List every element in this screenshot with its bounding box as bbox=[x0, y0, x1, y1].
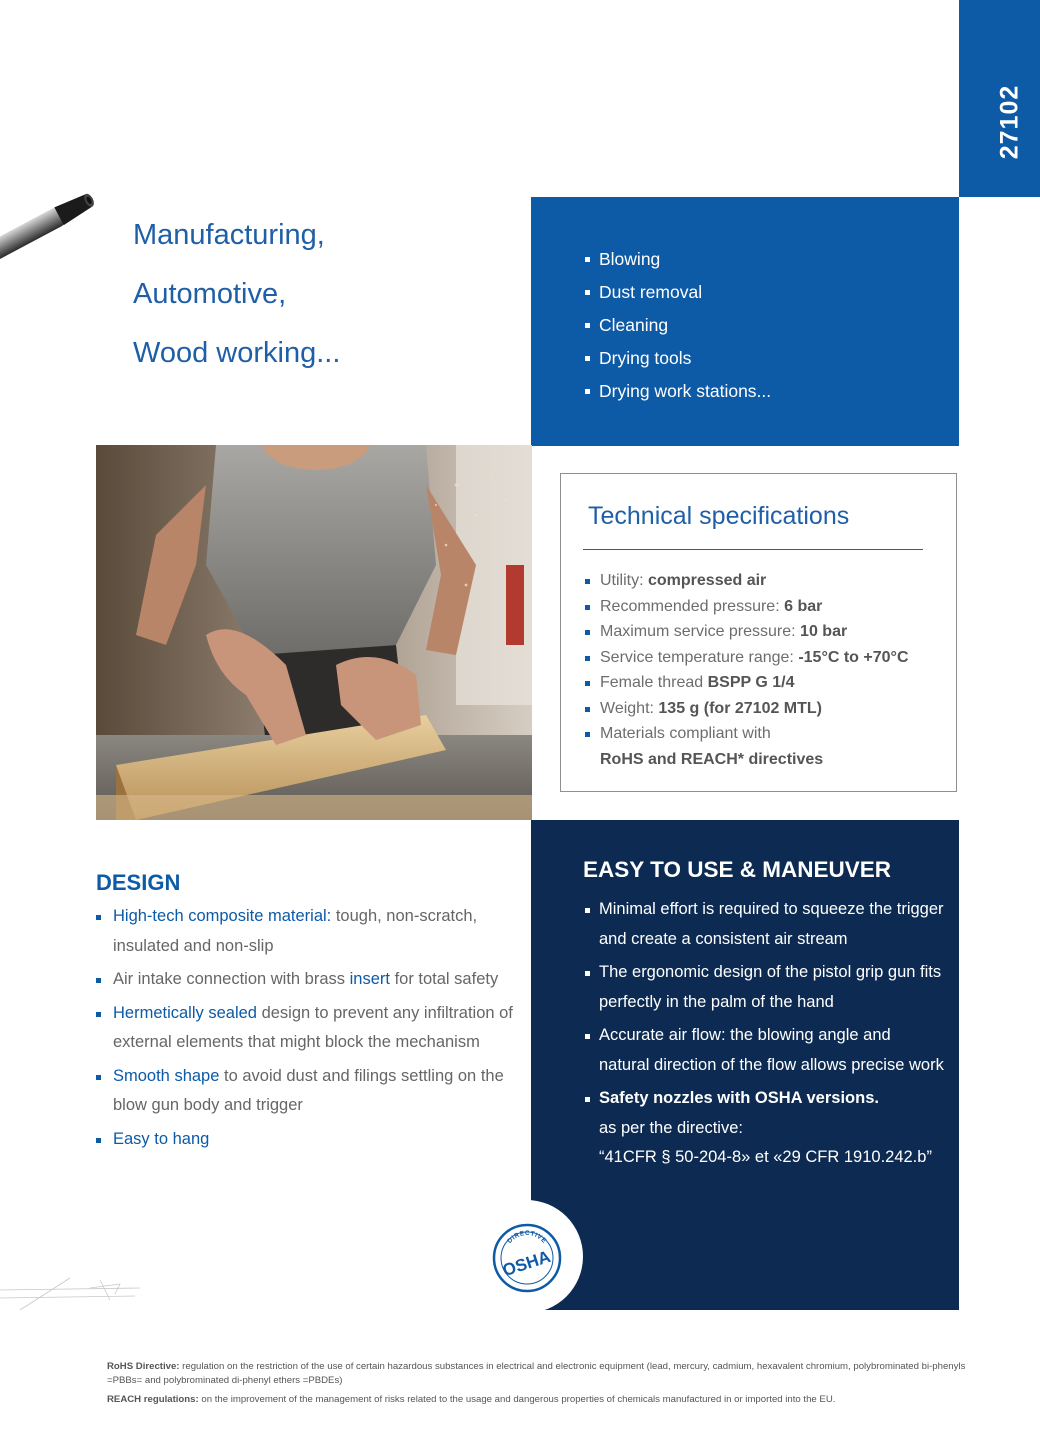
easy-item: Accurate air flow: the blowing angle and natural direction of the flow allows precise work bbox=[585, 1021, 945, 1080]
woodworking-photo bbox=[96, 445, 532, 820]
osha-reference: “41CFR § 50-204-8» et «29 CFR 1910.242.b” bbox=[599, 1148, 932, 1166]
use-item: Blowing bbox=[585, 243, 771, 276]
easy-to-use-panel bbox=[531, 820, 959, 1310]
design-highlight: Easy to hang bbox=[113, 1129, 210, 1148]
spec-label: Recommended pressure: bbox=[600, 597, 785, 615]
easy-item-osha bbox=[585, 1084, 945, 1173]
reach-label: REACH regulations: bbox=[107, 1394, 199, 1405]
nozzle-illustration bbox=[0, 170, 110, 260]
spec-value: -15°C to +70°C bbox=[798, 648, 909, 666]
spec-item-continuation bbox=[585, 747, 909, 773]
design-text: design to prevent any infiltration of external elements that might block the mechanism bbox=[113, 1003, 513, 1051]
spec-list bbox=[585, 568, 909, 772]
spec-item bbox=[585, 594, 909, 620]
design-text: for total safety bbox=[389, 970, 499, 988]
spec-item bbox=[585, 696, 909, 722]
design-item bbox=[96, 902, 516, 961]
design-list bbox=[96, 902, 516, 1154]
spec-label: Utility: bbox=[600, 572, 648, 589]
design-text: Air intake connection with brass bbox=[113, 970, 350, 988]
design-highlight: High-tech composite material: bbox=[113, 907, 332, 925]
easy-item: Minimal effort is required to squeeze the trigger and create a consistent air stream bbox=[585, 895, 945, 954]
use-item: Cleaning bbox=[585, 309, 771, 342]
spec-label: Service temperature range: bbox=[600, 648, 799, 666]
use-item: Drying work stations... bbox=[585, 375, 771, 408]
spec-title: Technical specifications bbox=[588, 502, 850, 530]
design-highlight: Smooth shape bbox=[113, 1066, 220, 1085]
design-item bbox=[96, 965, 516, 995]
reach-footnote bbox=[107, 1393, 967, 1407]
divider bbox=[583, 549, 923, 550]
design-item bbox=[96, 1125, 516, 1155]
spec-item bbox=[585, 645, 909, 671]
uses-list bbox=[585, 243, 771, 408]
spec-value: RoHS and REACH* directives bbox=[600, 750, 824, 768]
product-code: 27102 bbox=[995, 84, 1024, 160]
spec-value: 135 g (for 27102 MTL) bbox=[658, 699, 823, 717]
uses-panel bbox=[531, 197, 959, 446]
spec-value: BSPP G 1/4 bbox=[707, 674, 795, 691]
design-item bbox=[96, 999, 516, 1058]
design-text: tough, non-scratch, insulated and non-slip bbox=[113, 907, 478, 955]
design-item bbox=[96, 1062, 516, 1121]
easy-title: EASY TO USE & MANEUVER bbox=[583, 857, 891, 882]
rohs-label: RoHS Directive: bbox=[107, 1361, 180, 1372]
easy-item: The ergonomic design of the pistol grip gun fits perfectly in the palm of the hand bbox=[585, 958, 945, 1017]
badge-main-text: OSHA bbox=[500, 1246, 553, 1281]
design-text: to avoid dust and filings settling on the blow gun body and trigger bbox=[113, 1066, 504, 1114]
spec-item bbox=[585, 568, 909, 594]
sketch-lines bbox=[0, 1270, 150, 1320]
technical-specifications-panel bbox=[560, 473, 957, 792]
spec-item bbox=[585, 619, 909, 645]
industries-list bbox=[133, 206, 340, 383]
spec-value: 6 bar bbox=[784, 597, 823, 615]
spec-item bbox=[585, 721, 909, 747]
footnotes bbox=[107, 1360, 967, 1412]
osha-directive-badge-icon bbox=[492, 1223, 562, 1293]
spec-item bbox=[585, 670, 909, 696]
osha-heading: Safety nozzles with OSHA versions. bbox=[599, 1089, 879, 1107]
rohs-footnote bbox=[107, 1360, 967, 1388]
design-highlight: Hermetically sealed bbox=[113, 1003, 257, 1022]
spec-label: Materials compliant with bbox=[600, 725, 771, 742]
design-title: DESIGN bbox=[96, 870, 181, 895]
industry-item: Manufacturing, bbox=[133, 219, 325, 251]
spec-value: compressed air bbox=[648, 572, 767, 589]
use-item: Dust removal bbox=[585, 276, 771, 309]
use-item: Drying tools bbox=[585, 342, 771, 375]
badge-top-text: DIRECTIVE bbox=[506, 1229, 548, 1245]
industry-item: Wood working... bbox=[133, 337, 341, 369]
design-section bbox=[96, 870, 516, 1158]
rohs-text: regulation on the restriction of the use of certain hazardous substances in electrical and electronic equipment (lead, mercury, cadmium, hexavalent chromium, polybrominated bi-phenyls =PBBs= and polybrominated di-phenyl ethers =PBDEs) bbox=[107, 1361, 966, 1386]
spec-label: Female thread bbox=[600, 674, 708, 691]
industry-item: Automotive, bbox=[133, 278, 287, 310]
spec-value: 10 bar bbox=[800, 623, 848, 640]
design-highlight: insert bbox=[349, 970, 390, 988]
osha-line: as per the directive: bbox=[599, 1118, 743, 1137]
easy-list bbox=[585, 895, 945, 1177]
spec-label: Weight: bbox=[600, 699, 659, 717]
reach-text: on the improvement of the management of risks related to the usage and dangerous properties of chemicals manufactured in or imported into the EU. bbox=[198, 1394, 836, 1405]
spec-label: Maximum service pressure: bbox=[600, 623, 801, 640]
